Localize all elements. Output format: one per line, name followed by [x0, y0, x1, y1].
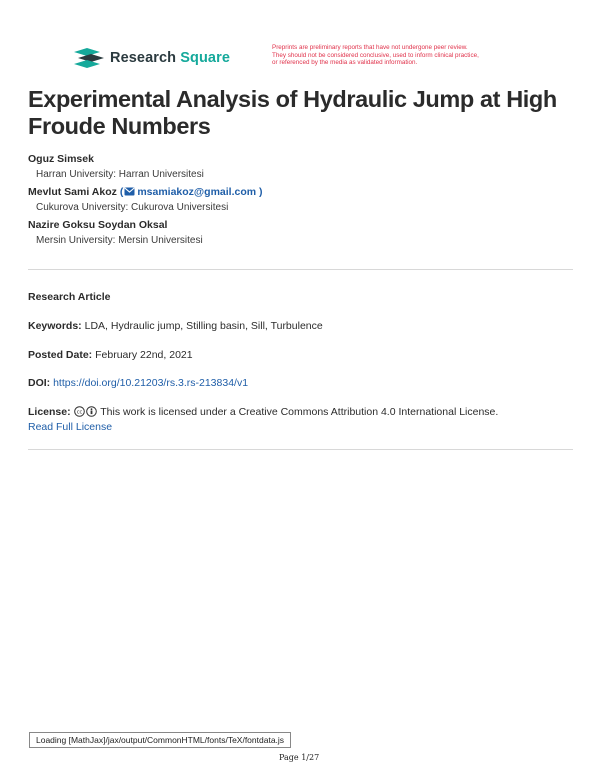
divider — [28, 269, 573, 270]
paper-title: Experimental Analysis of Hydraulic Jump at High Froude Numbers — [28, 86, 557, 139]
author-affiliation: Mersin University: Mersin Universitesi — [36, 235, 203, 246]
attribution-icon — [86, 406, 97, 417]
envelope-icon — [124, 187, 135, 196]
article-type: Research Article — [28, 291, 111, 303]
read-full-license-link[interactable]: Read Full License — [28, 421, 113, 433]
author-list — [28, 152, 573, 251]
header — [74, 44, 534, 78]
posted-date: Posted Date: February 22nd, 2021 — [28, 349, 193, 361]
creative-commons-icon — [74, 406, 85, 417]
doi: DOI: https://doi.org/10.21203/rs.3.rs-213834/v1 — [28, 377, 249, 389]
divider — [28, 449, 573, 450]
author-affiliation: Harran University: Harran Universitesi — [36, 169, 204, 180]
doi-link[interactable]: https://doi.org/10.21203/rs.3.rs-213834/v1 — [53, 377, 249, 389]
svg-text:cc: cc — [76, 409, 82, 416]
research-square-logo-icon — [74, 48, 104, 68]
research-square-logo[interactable] — [74, 48, 230, 68]
keywords: Keywords: LDA, Hydraulic jump, Stilling basin, Sill, Turbulence — [28, 320, 323, 332]
mathjax-loading-status: Loading [MathJax]/jax/output/CommonHTML/fonts/TeX/fontdata.js — [29, 732, 291, 748]
author-email[interactable]: ( msamiakoz@gmail.com ) — [119, 186, 263, 198]
logo-text: Research Square — [110, 50, 230, 66]
author-name: Mevlut Sami Akoz ( msamiakoz@gmail.com ) — [28, 186, 263, 198]
author-name: Nazire Goksu Soydan Oksal — [28, 219, 168, 231]
author-affiliation: Cukurova University: Cukurova Universitesi — [36, 202, 229, 213]
preprint-notice: Preprints are preliminary reports that have not undergone peer review. They should not be considered conclusive, used to inform clinical practice, or referenced by the media as validated information. — [272, 44, 479, 67]
author-name: Oguz Simsek — [28, 153, 94, 165]
license: License: cc This work is licensed under a Creative Commons Attribution 4.0 International License. Read Full License — [28, 406, 499, 433]
page-number: Page 1/27 — [279, 753, 320, 762]
